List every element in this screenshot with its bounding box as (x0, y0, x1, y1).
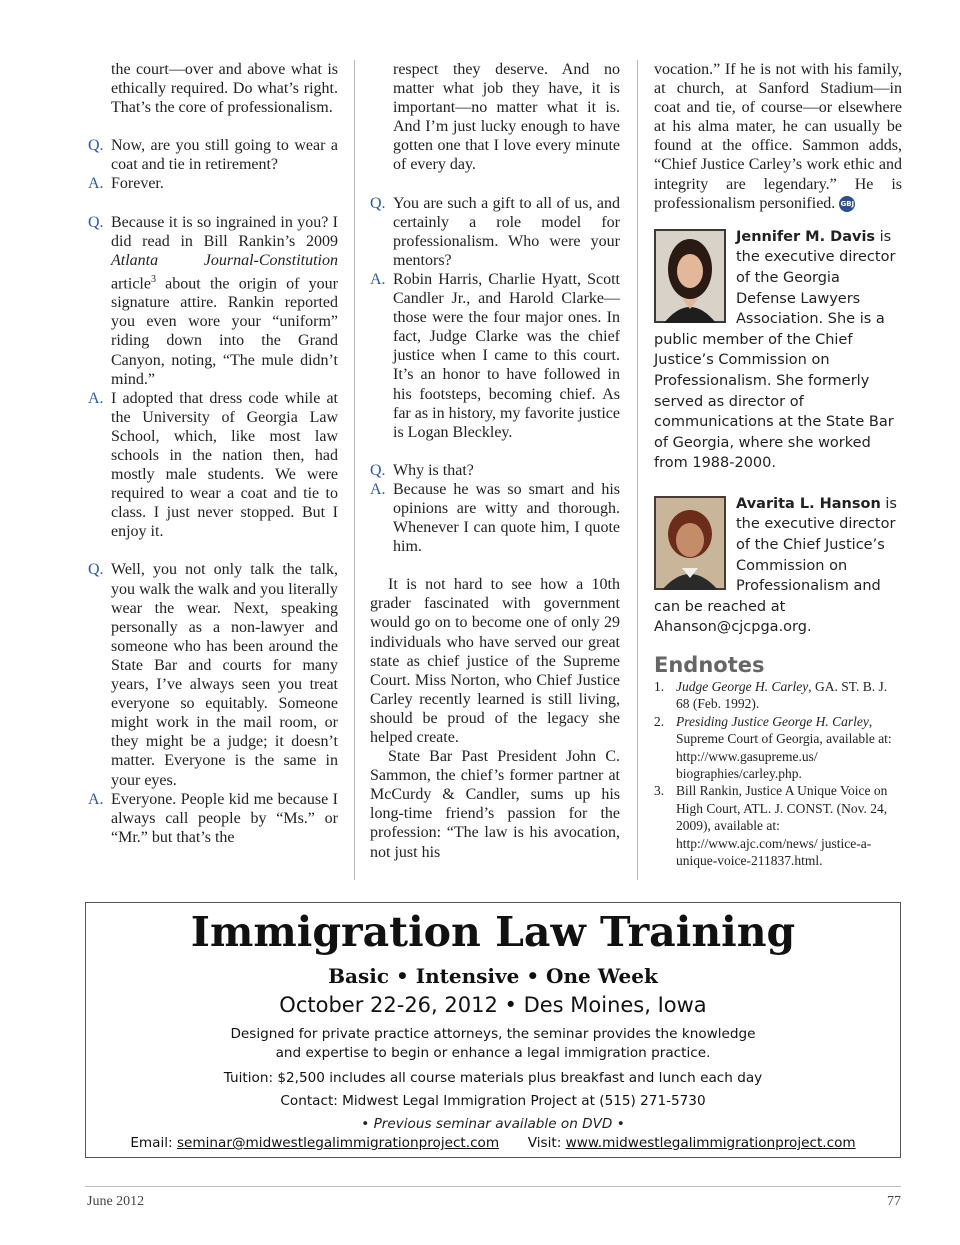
paragraph: State Bar Past President John C. Sammon, the chief’s former partner at McCurdy & Candler, sums up his long-time friend’s passion for the profession: “The law is his avocation, not just his (370, 748, 620, 861)
author-photo-hanson (654, 496, 726, 590)
answer (88, 174, 338, 193)
column-divider (354, 60, 355, 880)
q-label: Q. (88, 561, 104, 579)
paragraph-text: vocation.” If he is not with his family, at church, at Sanford Stadium—in coat and tie, of course—or elsewhere at his alma mater, he can usually be found at the office. Sammon adds, “Chief Justice Carley’s work ethic and integrity are legendary.” He is professionalism personified. (654, 61, 902, 212)
a-label: A. (88, 175, 104, 193)
answer (88, 389, 338, 542)
ad-subtitle: Basic • Intensive • One Week (328, 964, 658, 988)
q-label: Q. (88, 213, 104, 231)
a-label: A. (88, 389, 104, 407)
question (88, 213, 338, 389)
answer (370, 480, 620, 556)
a-label: A. (370, 270, 386, 288)
question-text: Well, you not only talk the talk, you walk the walk and you literally wear the wear. Next, speaking personally as a non-lawyer and someone who has been around the State Bar and courts for many years, I’ve always seen you treat everyone so equitably. Someone might work in the mail room, or they might be a judge; it doesn’t matter. Everyone is the same in your eyes. (111, 561, 338, 789)
endnote-text: , Supreme Court of Georgia, available at: http://www.gasupreme.us/ biographies/carley.php. (676, 713, 892, 782)
q-label: Q. (88, 137, 104, 155)
a-label: A. (370, 480, 386, 498)
publication-title: Atlanta Journal-Constitution (111, 251, 338, 269)
page-number: 77 (887, 1194, 901, 1209)
author-name: Jennifer M. Davis (736, 228, 876, 245)
author-bio-text: is the executive director of the Chief Justice’s Commission on Professionalism and can be reached at Ahanson@cjcpga.org. (654, 495, 897, 636)
author-bio-davis (654, 227, 902, 474)
article-column-2 (370, 60, 620, 862)
email-link[interactable]: seminar@midwestlegalimmigrationproject.com (176, 1135, 500, 1151)
ad-contact: Contact: Midwest Legal Immigration Project at (515) 271-5730 (280, 1093, 706, 1109)
author-bio-text: is the executive director of the Georgia Defense Lawyers Association. She is a public member of the Chief Justice’s Commission on Professionalism. She formerly served as director of communications at the State Bar of Georgia, where she worked from 1988-2000. (654, 228, 896, 472)
endnote-text: , GA. ST. B. J. 68 (Feb. 1992). (676, 679, 888, 712)
question-text: about the origin of your signature attire. Rankin reported you even wore your “uniform” riding down into the Grand Canyon, noting, “The mule didn’t mind.” (111, 275, 338, 388)
article-column-1 (88, 60, 338, 847)
endnote-number: 3. (654, 783, 665, 799)
question (370, 194, 620, 270)
footer-issue-date: June 2012 (87, 1194, 145, 1209)
ad-links (86, 1134, 900, 1153)
question-text: You are such a gift to all of us, and certainly a role model for professionalism. Who were your mentors? (393, 194, 620, 269)
endnote-number: 1. (654, 679, 665, 695)
visit-label: Visit: (527, 1135, 566, 1151)
question (370, 461, 620, 480)
endnote-item (654, 678, 902, 713)
endnotes-heading: Endnotes (654, 653, 765, 678)
question (88, 560, 338, 789)
advertisement-box (85, 902, 901, 1158)
endnote-ref: 3 (150, 273, 156, 285)
ad-description: Designed for private practice attorneys, the seminar provides the knowledge (230, 1026, 756, 1042)
ad-title: Immigration Law Training (190, 908, 796, 956)
answer-text: Because he was so smart and his opinions are witty and thorough. Whenever I can quote him, I quote him. (393, 480, 620, 556)
column-divider (637, 60, 638, 880)
footer-divider (85, 1186, 901, 1187)
question-text: article (111, 275, 151, 293)
author-photo-davis (654, 229, 726, 323)
endnote-text: Bill Rankin, Justice A Unique Voice on High Court, ATL. J. CONST. (Nov. 24, 2009), available at: http://www.ajc.com/news/ justice-a-unique-voice-211837.html. (676, 783, 888, 869)
ad-dvd-note: • Previous seminar available on DVD • (361, 1116, 625, 1132)
author-name: Avarita L. Hanson (736, 495, 881, 512)
answer-text: I adopted that dress code while at the University of Georgia Law School, which, like most law schools in the nation then, had mostly male students. We were required to wear a coat and tie to class. I just never stopped. But I enjoy it. (111, 389, 338, 541)
question (88, 136, 338, 174)
endnote-item (654, 782, 902, 869)
answer (88, 790, 338, 847)
question-text: Why is that? (393, 461, 474, 479)
ad-description: and expertise to begin or enhance a legal immigration practice. (275, 1045, 711, 1061)
answer (370, 270, 620, 442)
a-label: A. (88, 790, 104, 808)
endnote-item (654, 713, 902, 783)
q-label: Q. (370, 194, 386, 212)
endnotes-list (654, 678, 902, 869)
answer-text: Everyone. People kid me because I always call people by “Ms.” or “Mr.” but that’s the (111, 790, 338, 846)
ad-tuition: Tuition: $2,500 includes all course materials plus breakfast and lunch each day (223, 1070, 763, 1086)
endnote-title: Presiding Justice George H. Carley (676, 713, 869, 729)
ad-date: October 22-26, 2012 • Des Moines, Iowa (279, 993, 707, 1017)
question-text: Because it is so ingrained in you? I did read in Bill Rankin’s 2009 (111, 213, 338, 250)
website-link[interactable]: www.midwestlegalimmigrationproject.com (565, 1135, 856, 1151)
article-column-3 (654, 60, 902, 870)
paragraph: the court—over and above what is ethically required. Do what’s right. That’s the core of professionalism. (111, 61, 338, 117)
paragraph: respect they deserve. And no matter what job they have, it is important—no matter what it is. And I’m just lucky enough to have gotten one that I love every minute of every day. (393, 61, 620, 174)
end-mark-icon: GBJ (839, 196, 855, 212)
author-bio-hanson (654, 494, 902, 638)
endnote-title: Judge George H. Carley (676, 679, 809, 695)
endnote-number: 2. (654, 713, 665, 729)
paragraph (654, 60, 902, 213)
paragraph: It is not hard to see how a 10th grader fascinated with government would go on to become one of only 29 individuals who have served our great state as chief justice of the Supreme Court. Miss Norton, who Chief Justice Carley recently learned is still living, should be proud of the legacy she helped create. (370, 576, 620, 746)
answer-text: Robin Harris, Charlie Hyatt, Scott Candler Jr., and Harold Clarke—those were the four major ones. In fact, Judge Clarke was the chief justice when I came to this court. It’s an honor to have followed in his footsteps, becoming chief. As far as in history, my favorite justice is Logan Bleckley. (393, 270, 620, 441)
email-label: Email: (130, 1135, 177, 1151)
answer-text: Forever. (111, 175, 164, 193)
question-text: Now, are you still going to wear a coat and tie in retirement? (111, 137, 338, 174)
q-label: Q. (370, 461, 386, 479)
